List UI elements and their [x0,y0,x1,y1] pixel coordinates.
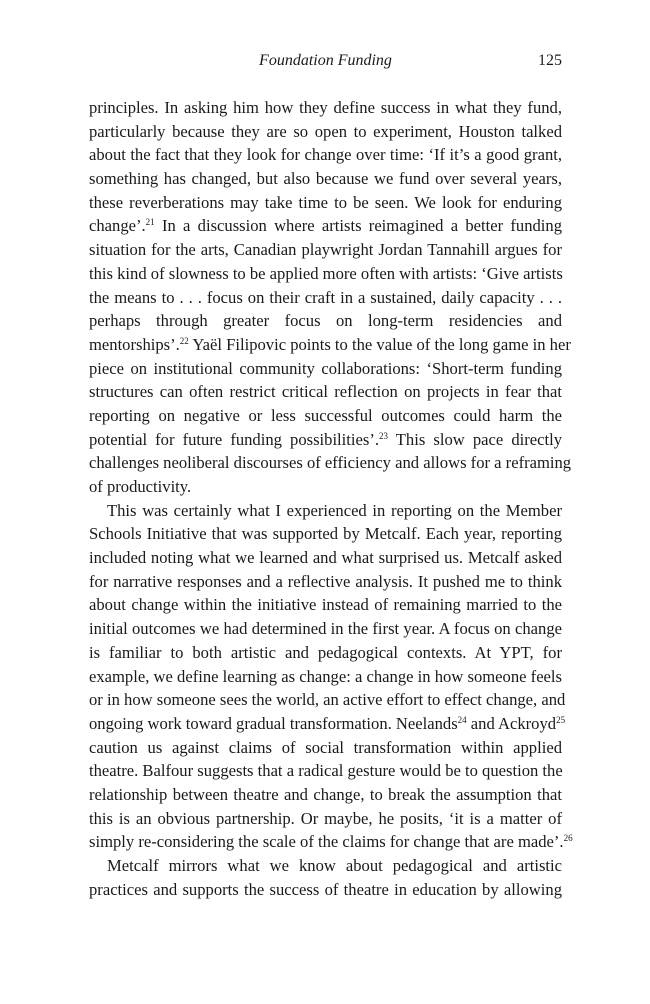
footnote-ref: 24 [457,714,467,725]
footnote-ref: 25 [556,714,566,725]
page-number: 125 [538,52,562,69]
text-run: change’. [89,216,146,236]
text-line [89,96,562,120]
running-title: Foundation Funding [259,52,392,69]
text-line [89,143,562,167]
text-line [89,167,562,191]
text-run: reporting on negative or less successful outcomes could harm the [89,405,562,425]
text-line [89,641,562,665]
text-run: of productivity. [89,477,192,496]
text-run: particularly because they are so open to experiment, Houston talked [89,121,562,141]
text-line [89,807,562,831]
text-line [89,309,562,333]
text-run: this kind of slowness to be applied more often with artists: ‘Give artists [89,263,563,283]
text-run: or in how someone sees the world, an active effort to effect change, and [89,690,566,710]
text-line [89,570,562,594]
paragraph [89,854,562,901]
text-line [89,522,562,546]
text-run: caution us against claims of social transformation within applied [89,737,562,757]
text-line [89,380,562,404]
text-run: perhaps through greater focus on long-term residencies and [89,311,562,331]
text-line [89,404,562,428]
text-run: included noting what we learned and what surprised us. Metcalf asked [89,548,562,568]
text-run: simply re-considering the scale of the claims for change that are made’. [89,832,564,852]
text-line [89,451,572,475]
text-run: something has changed, but also because we fund over several years, [89,169,562,189]
text-run: Schools Initiative that was supported by Metcalf. Each year, reporting [89,524,562,544]
text-line [89,214,562,238]
text-line [89,783,562,807]
text-run: challenges neoliberal discourses of efficiency and allows for a reframing [89,453,572,473]
text-line [89,286,562,310]
text-run: the means to . . . focus on their craft in a sustained, daily capacity . . . [89,287,562,307]
text-run: In a discussion where artists reimagined a better funding [154,216,562,236]
footnote-ref: 22 [179,335,189,346]
text-run: relationship between theatre and change, to break the assumption that [89,784,562,804]
text-run: example, we define learning as change: a change in how someone feels [89,666,562,686]
text-line [89,357,562,381]
text-run: ongoing work toward gradual transformation. Neelands [89,713,458,733]
text-run: for narrative responses and a reflective analysis. It pushed me to think [89,571,562,591]
text-run: piece on institutional community collaborations: ‘Short-term funding [89,358,562,378]
text-run: mentorships’. [89,334,180,354]
text-line [89,428,562,452]
text-run: these reverberations may take time to be seen. We look for enduring [89,192,562,212]
text-run: about change within the initiative instead of remaining married to the [89,595,562,615]
text-line [89,475,562,499]
text-run: practices and supports the success of theatre in education by allowing [89,879,562,899]
text-line [89,617,562,641]
text-run: and Ackroyd [466,713,557,733]
text-line [89,878,562,902]
text-line [89,120,562,144]
text-run: Yaël Filipovic points to the value of the long game in her [188,334,571,354]
text-line [89,712,566,736]
running-header [89,50,562,72]
text-run: initial outcomes we had determined in the first year. A focus on change [89,619,562,639]
text-run: This slow pace directly [388,429,562,449]
footnote-ref: 26 [563,833,573,844]
text-line [89,262,562,286]
text-line [89,830,573,854]
text-line [89,333,571,357]
text-line [89,759,562,783]
text-line [89,736,562,760]
text-run: about the fact that they look for change over time: ‘If it’s a good grant, [89,145,562,165]
text-run: situation for the arts, Canadian playwright Jordan Tannahill argues for [89,240,562,260]
body-text [89,96,573,901]
footnote-ref: 23 [379,430,388,441]
text-run: potential for future funding possibilities’. [89,429,379,449]
text-run: this is an obvious partnership. Or maybe, he posits, ‘it is a matter of [89,808,562,828]
text-run: theatre. Balfour suggests that a radical gesture would be to question the [89,761,563,781]
text-run: This was certainly what I experienced in reporting on the Member [107,500,562,520]
text-line [89,854,562,878]
footnote-ref: 21 [145,217,155,228]
text-line [89,238,562,262]
paragraph [89,96,572,499]
text-run: principles. In asking him how they define success in what they fund, [89,98,562,117]
text-line [89,191,562,215]
paragraph [89,499,573,854]
text-run: is familiar to both artistic and pedagogical contexts. At YPT, for [89,642,562,662]
text-line [89,499,562,523]
text-line [89,688,566,712]
text-line [89,665,562,689]
text-line [89,593,562,617]
text-run: structures can often restrict critical reflection on projects in fear that [89,382,562,402]
text-run: Metcalf mirrors what we know about pedagogical and artistic [107,856,562,875]
text-line [89,546,562,570]
